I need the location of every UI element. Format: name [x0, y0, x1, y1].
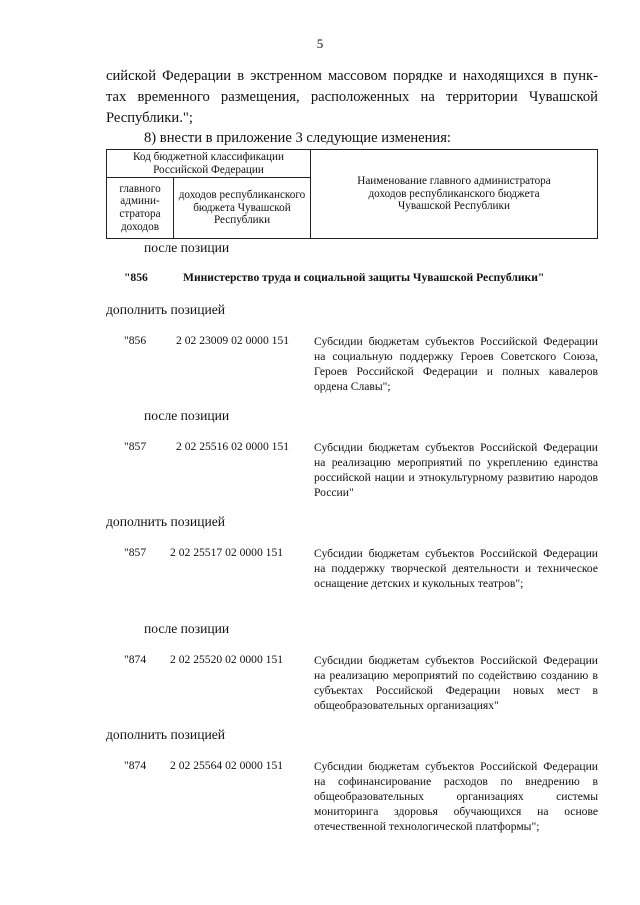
header-code-group: Код бюджетной классификации Российской Федерации — [107, 150, 311, 178]
after-position-label-1: после позиции — [144, 240, 230, 255]
entry-3-name: Субсидии бюджетам субъектов Российской Федерации на поддержку творческой деятельности и техническое оснащение детских и кукольных театров"; — [314, 547, 598, 590]
add-position-label-3: дополнить позицией — [106, 727, 226, 742]
entry-1-code: 2 02 23009 02 0000 151 — [176, 334, 290, 347]
after-position-label-3: после позиции — [144, 621, 230, 636]
entry-0-name: Министерство труда и социальной защиты Чувашской Республики" — [183, 271, 545, 284]
entry-2-name: Субсидии бюджетам субъектов Российской Федерации на реализацию мероприятий по укреплению единства российской нации и этнокультурному развитию народов России" — [314, 441, 598, 499]
entry-4-name: Субсидии бюджетам субъектов Российской Федерации на реализацию мероприятий по содействию созданию в субъектах Российской Федерации новых мест в общеобразовательных организациях" — [314, 654, 598, 712]
entry-2-code: 2 02 25516 02 0000 151 — [176, 440, 290, 453]
item-8-text: 8) внести в приложение 3 следующие изменения: — [144, 130, 451, 146]
intro-line-3: Республики."; — [106, 110, 193, 126]
entry-3-admin: "857 — [124, 546, 147, 559]
intro-line-2: тах временного размещения, расположенных на территории Чувашской — [106, 89, 598, 105]
add-position-label-1: дополнить позицией — [106, 302, 226, 317]
intro-line-1: сийской Федерации в экстренном массовом порядке и находящихся в пунк- — [106, 68, 598, 84]
entry-0-admin: "856 — [124, 271, 148, 284]
entry-4-admin: "874 — [124, 653, 147, 666]
budget-code-header-table — [106, 149, 598, 239]
entry-4-code: 2 02 25520 02 0000 151 — [170, 653, 284, 666]
entry-1-name: Субсидии бюджетам субъектов Российской Федерации на социальную поддержку Героев Советского Союза, Героев Российской Федерации и полных кавалеров ордена Славы"; — [314, 335, 598, 393]
entry-2-admin: "857 — [124, 440, 147, 453]
entry-5-code: 2 02 25564 02 0000 151 — [170, 759, 284, 772]
header-col-name: Наименование главного администратора доходов республиканского бюджета Чувашской Республики — [311, 150, 598, 239]
page-number: 5 — [316, 36, 324, 51]
header-col-income: доходов республиканского бюджета Чувашской Республики — [174, 178, 311, 239]
entry-1-admin: "856 — [124, 334, 147, 347]
entry-5-admin: "874 — [124, 759, 147, 772]
after-position-label-2: после позиции — [144, 408, 230, 423]
entry-3-code: 2 02 25517 02 0000 151 — [170, 546, 284, 559]
header-col-admin: главного админи-стратора доходов — [107, 178, 174, 239]
entry-5-name: Субсидии бюджетам субъектов Российской Федерации на софинансирование расходов по внедрению в общеобразовательных организациях системы мониторинга здоровья обучающихся на основе отечественной технологической платформы"; — [314, 760, 598, 833]
add-position-label-2: дополнить позицией — [106, 514, 226, 529]
